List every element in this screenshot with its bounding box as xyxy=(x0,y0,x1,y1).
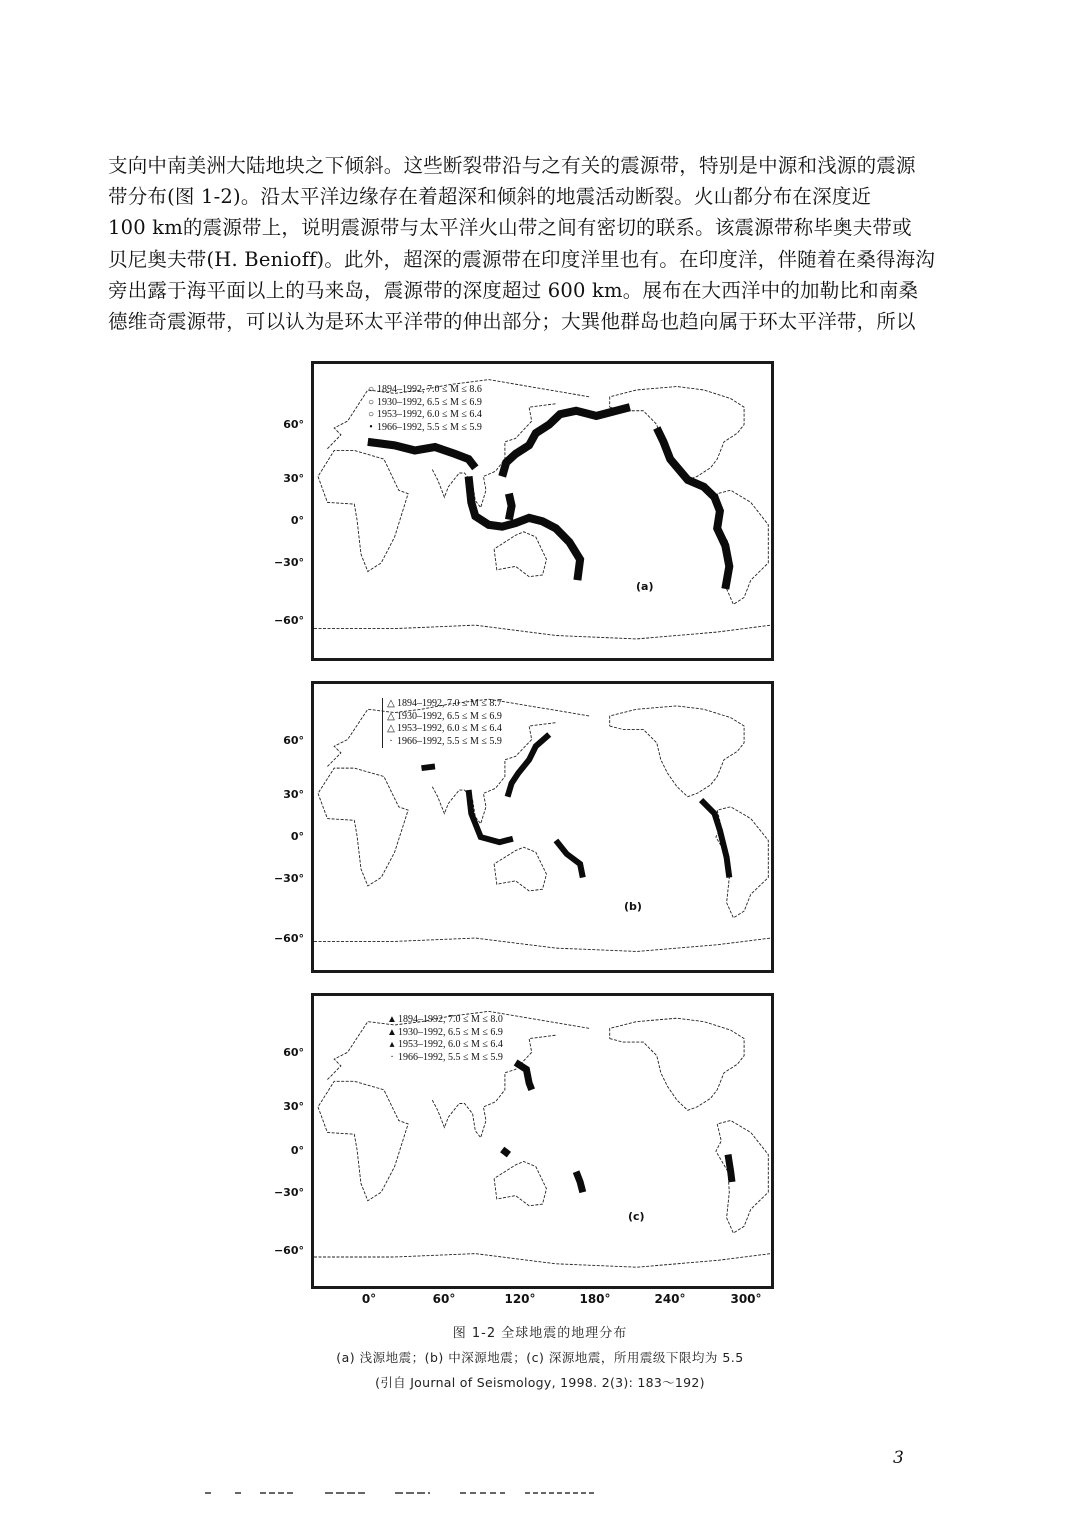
panel-label-c: (c) xyxy=(628,1210,645,1223)
map-panel-c xyxy=(311,993,774,1289)
legend-text: 1953–1992, 6.0 ≤ M ≤ 6.4 xyxy=(377,409,482,420)
coastline xyxy=(314,938,771,951)
legend-row xyxy=(386,1039,503,1052)
panel-label-b: (b) xyxy=(624,900,642,913)
coastline xyxy=(318,1081,408,1200)
coastline xyxy=(314,625,771,639)
world-map-c xyxy=(314,996,771,1286)
coastline xyxy=(610,1018,744,1110)
legend-row xyxy=(365,422,482,435)
legend-symbol: · xyxy=(390,1051,394,1063)
map-panel-b xyxy=(311,681,774,973)
body-line: 支向中南美洲大陆地块之下倾斜。这些断裂带沿与之有关的震源带，特别是中源和浅源的震源 xyxy=(108,154,916,177)
figure-caption-description: (a) 浅源地震；(b) 中深源地震；(c) 深源地震，所用震级下限均为 5.5 xyxy=(336,1350,744,1365)
legend-row xyxy=(365,409,482,422)
lat-label: −60° xyxy=(273,1244,304,1257)
legend-row xyxy=(385,711,502,724)
lon-label: 120° xyxy=(504,1292,536,1306)
lat-label: 30° xyxy=(283,1100,304,1113)
seismic-belt xyxy=(502,1150,509,1155)
lat-label: −60° xyxy=(273,614,304,627)
panel-label-a: (a) xyxy=(636,580,654,593)
legend-symbol: • xyxy=(369,421,373,433)
body-line: 贝尼奥夫带(H. Benioff)。此外，超深的震源带在印度洋里也有。在印度洋，伴随着在桑得海沟 xyxy=(108,247,936,271)
legend-symbol: ▲ xyxy=(387,1026,397,1038)
lon-label: 60° xyxy=(432,1292,456,1306)
legend-symbol: △ xyxy=(387,723,395,734)
seismic-belt xyxy=(368,442,476,468)
legend-text: 1930–1992, 6.5 ≤ M ≤ 6.9 xyxy=(397,710,502,722)
lon-label: 300° xyxy=(730,1292,762,1306)
legend-row xyxy=(385,698,502,711)
lon-label: 0° xyxy=(361,1292,377,1306)
coastline xyxy=(318,768,408,886)
legend-text: 1966–1992, 5.5 ≤ M ≤ 5.9 xyxy=(398,1051,503,1063)
body-line: 德维奇震源带，可以认为是环太平洋带的伸出部分；大巽他群岛也趋向属于环太平洋带，所以 xyxy=(108,310,916,334)
seismic-belt xyxy=(576,1172,583,1193)
page-number: 3 xyxy=(893,1448,904,1468)
coastline xyxy=(716,1121,768,1234)
lat-label: 60° xyxy=(283,1046,304,1059)
legend-symbol: △ xyxy=(387,710,395,722)
coastline xyxy=(318,450,408,571)
lat-label: −60° xyxy=(273,932,304,945)
coastline xyxy=(494,847,546,891)
figure-caption-source: (引自 Journal of Seismology, 1998. 2(3): 183～192) xyxy=(375,1375,705,1390)
seismic-belt xyxy=(508,734,550,796)
body-line: 带分布(图 1-2)。沿太平洋边缘存在着超深和倾斜的地震活动断裂。火山都分布在深度近 xyxy=(108,185,872,209)
legend-text: 1953–1992, 6.0 ≤ M ≤ 6.4 xyxy=(397,723,502,734)
legend-row xyxy=(365,397,482,410)
legend-b xyxy=(382,698,502,748)
legend-text: 1930–1992, 6.5 ≤ M ≤ 6.9 xyxy=(377,396,482,408)
figure-caption-title: 图 1-2 全球地震的地理分布 xyxy=(452,1326,628,1341)
legend-text: 1930–1992, 6.5 ≤ M ≤ 6.9 xyxy=(398,1026,503,1038)
legend-text: 1894–1992, 7.0 ≤ M ≤ 8.0 xyxy=(398,1014,503,1025)
seismic-belt xyxy=(469,790,513,842)
legend-symbol: ▲ xyxy=(387,1014,397,1025)
body-line: 旁出露于海平面以上的马来岛，震源带的深度超过 600 km。展布在大西洋中的加勒比和南桑 xyxy=(108,278,919,302)
lat-label: 0° xyxy=(290,830,304,843)
seismic-belt xyxy=(657,428,730,589)
seismic-belt xyxy=(509,494,512,520)
lon-label: 180° xyxy=(579,1292,611,1306)
lat-label: −30° xyxy=(273,556,304,569)
lat-label: 0° xyxy=(290,1144,304,1157)
seismic-belt xyxy=(422,766,436,768)
legend-symbol: ○ xyxy=(367,409,375,420)
seismic-belt xyxy=(701,800,729,877)
seismic-belt xyxy=(728,1155,732,1182)
legend-text: 1966–1992, 5.5 ≤ M ≤ 5.9 xyxy=(377,421,482,433)
legend-symbol: ▴ xyxy=(389,1039,395,1050)
coastline xyxy=(494,1162,546,1206)
legend-text: 1894–1992, 7.0 ≤ M ≤ 8.7 xyxy=(397,698,502,709)
legend-symbol: ○ xyxy=(367,384,375,395)
seismic-belt xyxy=(516,1063,532,1090)
lon-label: 240° xyxy=(654,1292,686,1306)
legend-symbol: △ xyxy=(387,698,395,709)
body-paragraph xyxy=(108,150,944,337)
body-line: 100 km的震源带上，说明震源带与太平洋火山带之间有密切的联系。该震源带称毕奥夫带或 xyxy=(108,216,912,240)
footer-scan-marks xyxy=(205,1490,605,1496)
legend-row xyxy=(365,384,482,397)
coastline xyxy=(716,807,768,918)
legend-c xyxy=(386,1014,503,1064)
lat-label: 0° xyxy=(290,514,304,527)
lat-label: 60° xyxy=(283,734,304,747)
legend-row xyxy=(386,1027,503,1040)
lat-label: −30° xyxy=(273,1186,304,1199)
lat-label: 30° xyxy=(283,472,304,485)
legend-symbol: · xyxy=(389,735,393,747)
legend-row xyxy=(386,1014,503,1027)
legend-row xyxy=(385,723,502,736)
legend-text: 1966–1992, 5.5 ≤ M ≤ 5.9 xyxy=(397,735,502,747)
legend-a xyxy=(365,384,482,434)
legend-symbol: ○ xyxy=(367,396,375,408)
lat-label: −30° xyxy=(273,872,304,885)
seismic-belt xyxy=(502,407,630,476)
coastline xyxy=(610,706,744,797)
lat-label: 30° xyxy=(283,788,304,801)
coastline xyxy=(494,532,546,577)
legend-text: 1894–1992, 7.0 ≤ M ≤ 8.6 xyxy=(377,384,482,395)
legend-row xyxy=(385,736,502,749)
legend-row xyxy=(386,1052,503,1065)
coastline xyxy=(314,1254,771,1268)
legend-text: 1953–1992, 6.0 ≤ M ≤ 6.4 xyxy=(398,1039,503,1050)
lat-label: 60° xyxy=(283,418,304,431)
seismic-belt xyxy=(556,840,583,877)
